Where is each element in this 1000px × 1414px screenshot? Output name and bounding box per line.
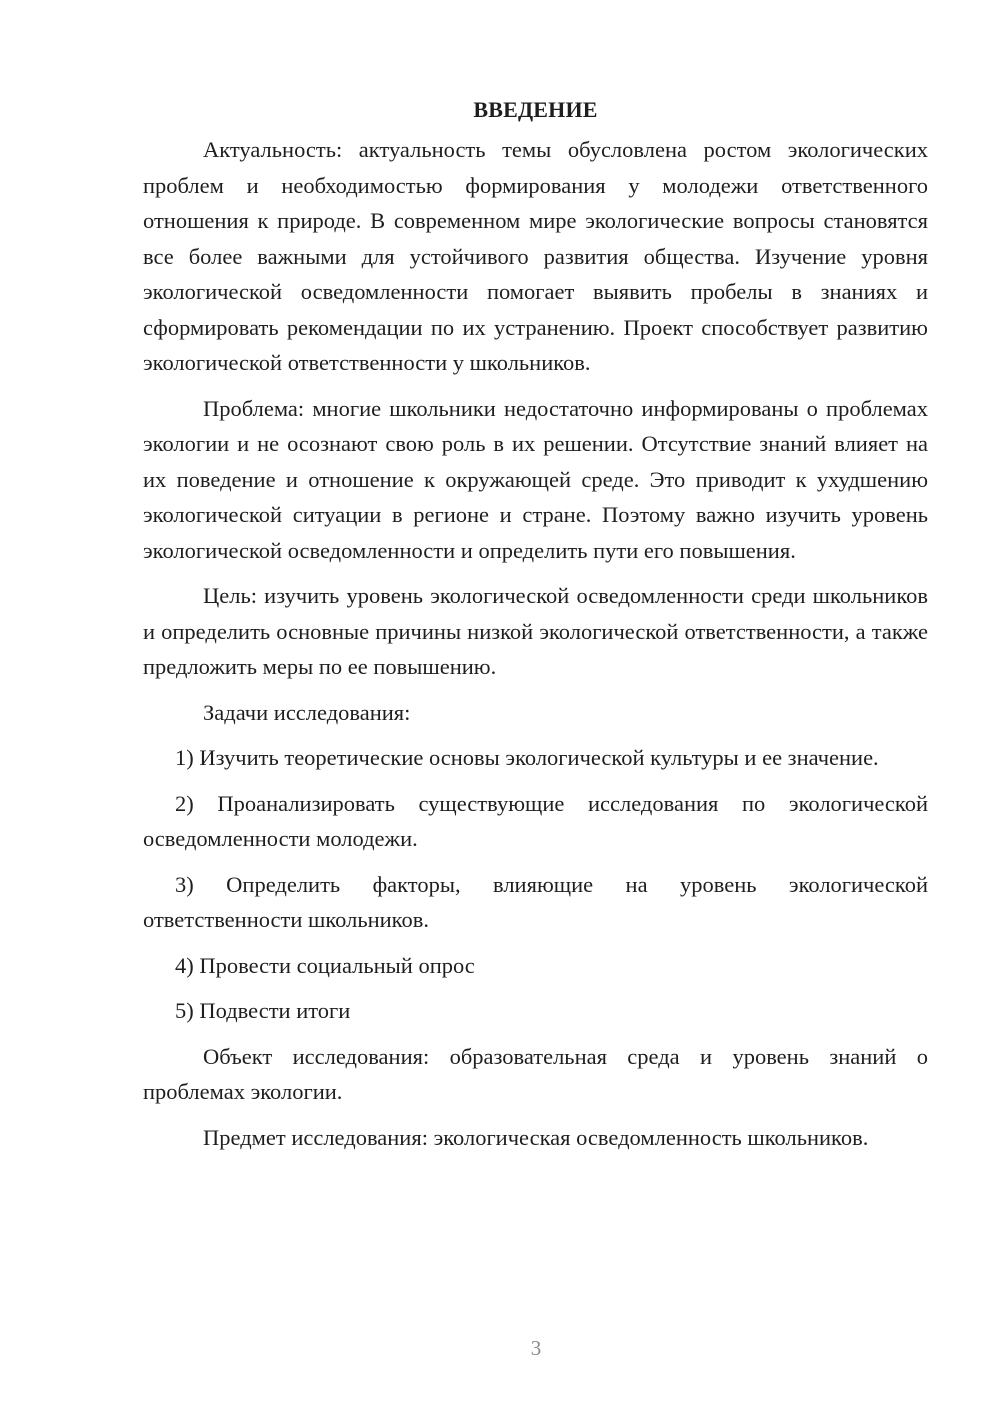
object-paragraph: Объект исследования: образовательная среда и уровень знаний о проблемах экологии.	[143, 1043, 928, 1104]
tasks-heading: Задачи исследования:	[203, 699, 411, 725]
page-title: ВВЕДЕНИЕ	[473, 97, 598, 122]
task-item: 2) Проанализировать существующие исследования по экологической осведомленности молодежи.	[143, 790, 928, 851]
page-content	[143, 92, 928, 1165]
problem-paragraph: Проблема: многие школьники недостаточно информированы о проблемах экологии и не осознают свою роль в их решении. Отсутствие знаний влияет на их поведение и отношение к окружающей среде. Это приводит к ухудшению экологической ситуации в регионе и стране. Поэтому важно изучить уровень экологической осведомленности и определить пути его повышения.	[143, 395, 928, 563]
task-item: 5) Подвести итоги	[175, 998, 351, 1023]
relevance-paragraph: Актуальность: актуальность темы обусловлена ростом экологических проблем и необходимостью формирования у молодежи ответственного отношения к природе. В современном мире экологические вопросы становятся все более важными для устойчивого развития общества. Изучение уровня экологической осведомленности помогает выявить пробелы в знаниях и сформировать рекомендации по их устранению. Проект способствует развитию экологической ответственности у школьников.	[143, 137, 928, 375]
task-item: 3) Определить факторы, влияющие на уровень экологической ответственности школьников.	[143, 871, 928, 932]
page-number: 3	[530, 1336, 542, 1360]
subject-paragraph: Предмет исследования: экологическая осведомленность школьников.	[203, 1124, 869, 1150]
goal-paragraph: Цель: изучить уровень экологической осведомленности среди школьников и определить основные причины низкой экологической ответственности, а также предложить меры по ее повышению.	[143, 583, 928, 679]
task-item: 1) Изучить теоретические основы экологической культуры и ее значение.	[175, 745, 879, 770]
task-item: 4) Провести социальный опрос	[175, 952, 475, 978]
